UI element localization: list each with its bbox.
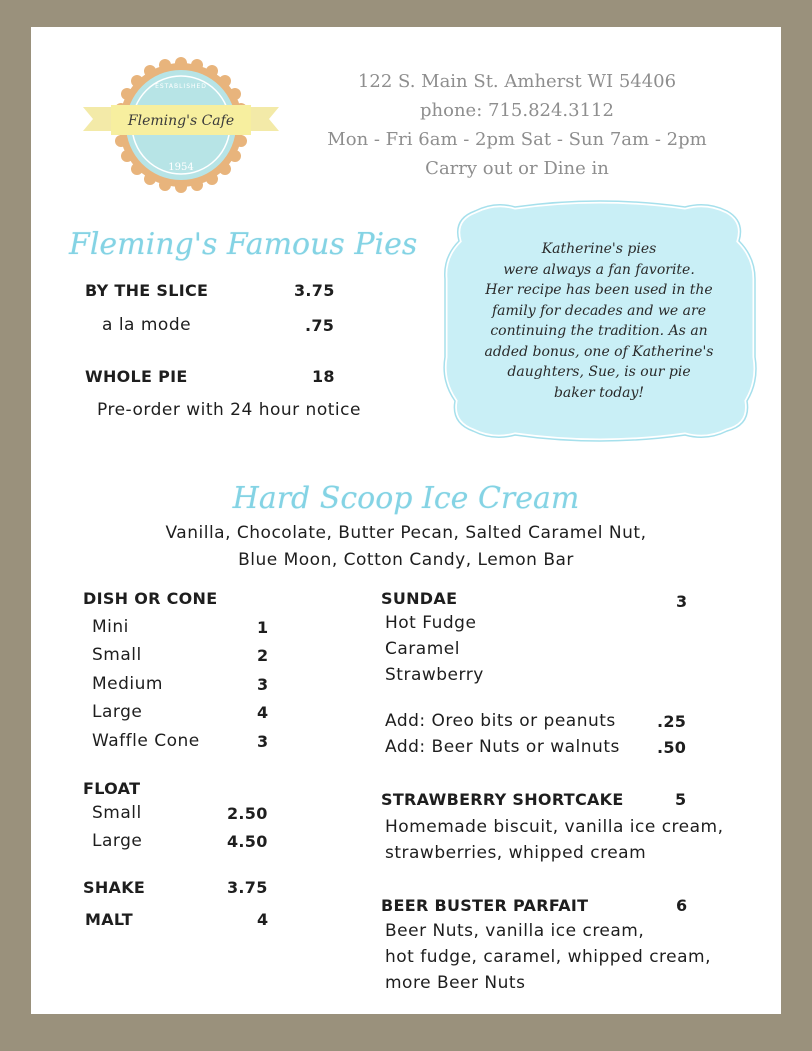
flavors-line-1: Vanilla, Chocolate, Butter Pecan, Salted Caramel Nut,: [165, 523, 647, 543]
dish-item-label: Medium: [92, 674, 163, 694]
malt-price: 4: [257, 910, 269, 929]
float-header: FLOAT: [83, 779, 141, 798]
pie-story-text: [446, 239, 752, 403]
dish-item-label: Large: [92, 702, 143, 722]
shortcake-price: 5: [675, 790, 687, 809]
float-item-label: Large: [92, 831, 143, 851]
service-options: Carry out or Dine in: [425, 158, 609, 179]
story-line: were always a fan favorite.: [503, 261, 695, 278]
address-block: [293, 67, 741, 183]
float-item-price: 2.50: [227, 804, 268, 823]
story-line: added bonus, one of Katherine's: [484, 343, 714, 360]
malt-label: MALT: [85, 910, 133, 929]
dish-item-price: 3: [257, 732, 269, 751]
whole-pie-price: 18: [312, 367, 335, 386]
logo-year-text: 1954: [168, 162, 194, 173]
sundae-price: 3: [676, 592, 688, 611]
story-line: family for decades and we are: [491, 302, 706, 319]
whole-pie-label: WHOLE PIE: [85, 367, 188, 386]
dish-item-price: 3: [257, 675, 269, 694]
dish-item-label: Mini: [92, 617, 129, 637]
sundae-topping: Strawberry: [385, 665, 484, 685]
sundae-topping: Hot Fudge: [385, 613, 477, 633]
dish-item-price: 1: [257, 618, 269, 637]
parfait-desc: more Beer Nuts: [385, 973, 526, 993]
phone-number: phone: 715.824.3112: [420, 100, 614, 121]
parfait-desc: Beer Nuts, vanilla ice cream,: [385, 921, 645, 941]
sundae-header: SUNDAE: [381, 589, 458, 608]
story-line: continuing the tradition. As an: [490, 323, 708, 339]
sundae-topping: Caramel: [385, 639, 460, 659]
slice-label: BY THE SLICE: [85, 281, 209, 300]
pies-title: Fleming's Famous Pies: [69, 227, 418, 262]
dish-item-price: 4: [257, 703, 269, 722]
shortcake-desc: strawberries, whipped cream: [385, 843, 647, 863]
business-hours: Mon - Fri 6am - 2pm Sat - Sun 7am - 2pm: [327, 129, 707, 150]
shortcake-desc: Homemade biscuit, vanilla ice cream,: [385, 817, 724, 837]
menu-page: [31, 27, 781, 1014]
shake-label: SHAKE: [83, 878, 146, 897]
addon-label: Add: Beer Nuts or walnuts: [385, 737, 620, 757]
dish-item-label: Waffle Cone: [92, 731, 200, 751]
float-item-price: 4.50: [227, 832, 268, 851]
story-line: Katherine's pies: [541, 241, 657, 257]
flavor-list: [31, 520, 781, 574]
addon-price: .25: [657, 712, 687, 731]
ala-mode-price: .75: [305, 316, 335, 335]
shake-price: 3.75: [227, 878, 268, 897]
addon-price: .50: [657, 738, 687, 757]
addon-label: Add: Oreo bits or peanuts: [385, 711, 616, 731]
street-address: 122 S. Main St. Amherst WI 54406: [357, 71, 677, 92]
icecream-title: Hard Scoop Ice Cream: [232, 481, 580, 516]
dish-header: DISH OR CONE: [83, 589, 218, 608]
logo-established-text: ESTABLISHED: [155, 83, 207, 90]
parfait-price: 6: [676, 896, 688, 915]
dish-item-label: Small: [92, 645, 142, 665]
dish-item-price: 2: [257, 646, 269, 665]
logo-name-text: Fleming's Cafe: [127, 113, 235, 129]
parfait-header: BEER BUSTER PARFAIT: [381, 896, 589, 915]
story-line: Her recipe has been used in the: [485, 282, 713, 298]
story-line: daughters, Sue, is our pie: [507, 364, 691, 380]
preorder-note: Pre-order with 24 hour notice: [97, 400, 361, 420]
ala-mode-label: a la mode: [102, 315, 192, 335]
parfait-desc: hot fudge, caramel, whipped cream,: [385, 947, 712, 967]
cafe-logo: [81, 55, 281, 195]
float-item-label: Small: [92, 803, 142, 823]
shortcake-header: STRAWBERRY SHORTCAKE: [381, 790, 624, 809]
flavors-line-2: Blue Moon, Cotton Candy, Lemon Bar: [238, 550, 574, 570]
slice-price: 3.75: [294, 281, 335, 300]
story-line: baker today!: [553, 384, 645, 401]
